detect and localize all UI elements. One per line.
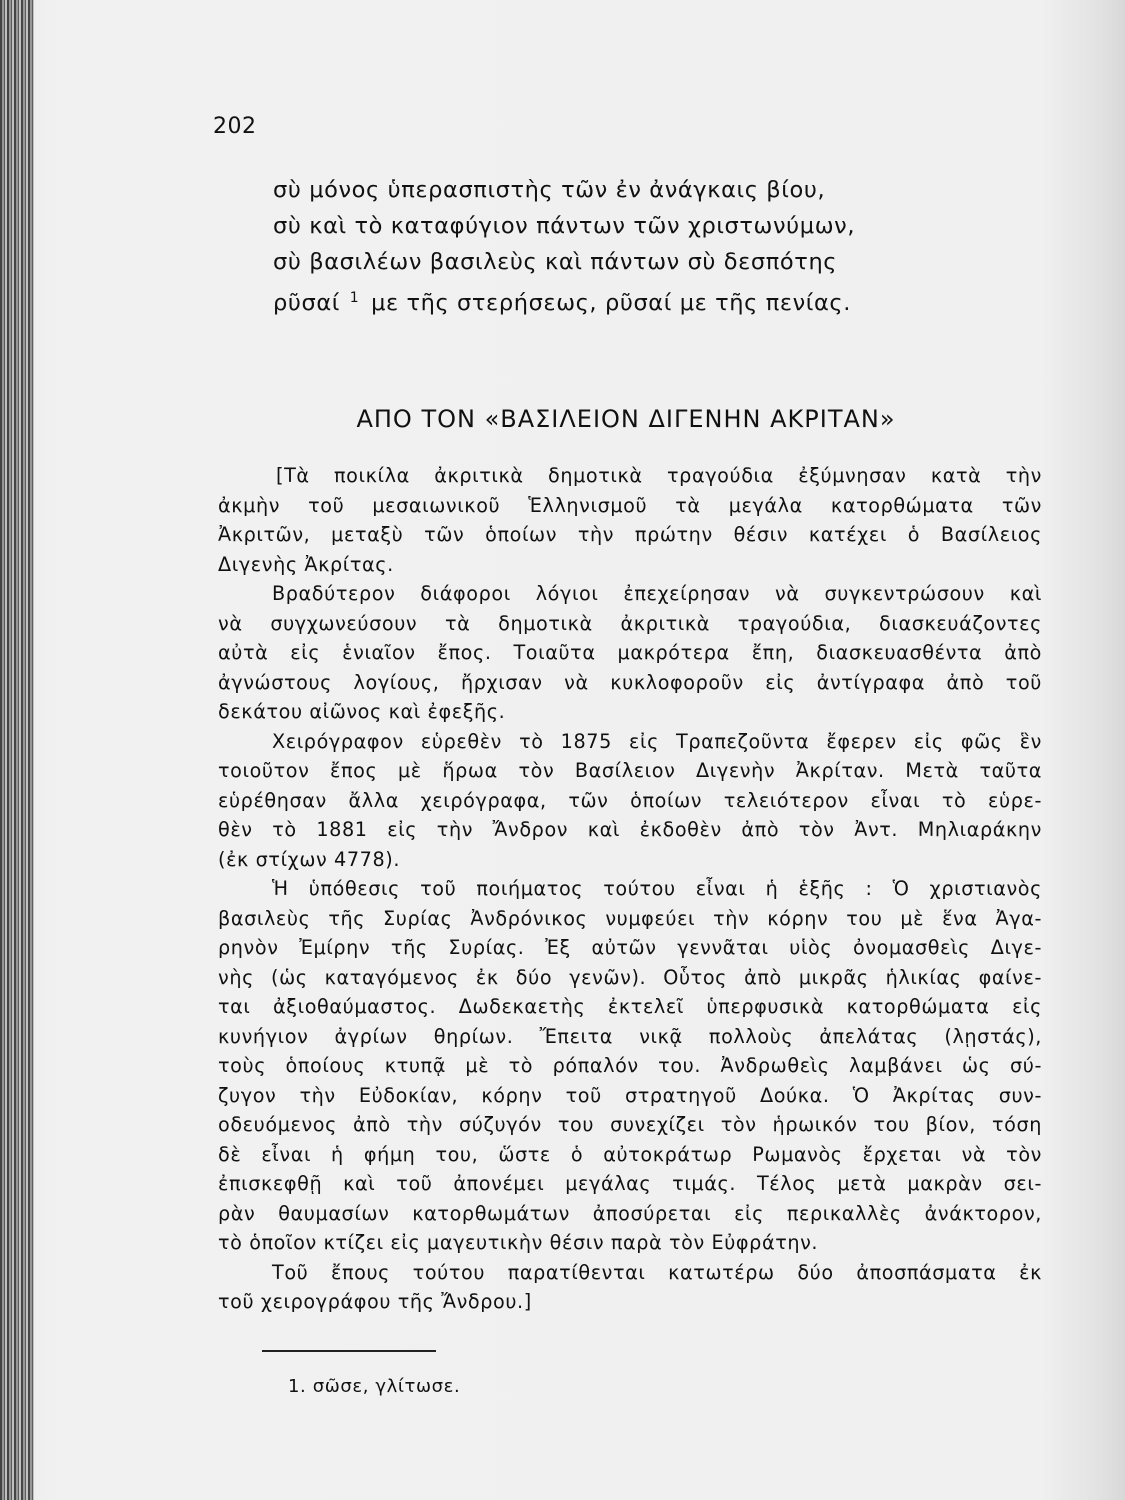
text-line: [Τὰ ποικίλα ἀκριτικὰ δημοτικὰ τραγούδια ἐξύμνησαν κατὰ τὴν (276, 464, 1042, 487)
text-line: ἀγνώστους λογίους, ἤρχισαν νὰ κυκλοφοροῦν εἰς ἀντίγραφα ἀπὸ τοῦ (218, 670, 1042, 694)
text-line: οδευόμενος ἀπὸ τὴν σύζυγόν του συνεχίζει τὸν ἡρωικόν του βίον, τόση (218, 1113, 1042, 1136)
text-line: βασιλεὺς τῆς Συρίας Ἀνδρόνικος νυμφεύει τὴν κόρην του μὲ ἕνα Ἀγα- (218, 906, 1042, 930)
poem-line-last (273, 280, 953, 321)
poem-line-start: ρῦσαί (273, 290, 341, 316)
text-line: κυνήγιον ἀγρίων θηρίων. Ἔπειτα νικᾷ πολλοὺς ἀπελάτας (λῃστάς), (218, 1024, 1042, 1048)
poem-line: σὺ μόνος ὑπερασπιστὴς τῶν ἐν ἀνάγκαις βίου, (273, 177, 826, 203)
intro-text (218, 461, 1042, 1317)
section-heading: ΑΠΟ ΤΟΝ «ΒΑΣΙΛΕΙΟΝ ΔΙΓΕΝΗΝ ΑΚΡΙΤΑΝ» (356, 405, 896, 433)
footnote-divider (262, 1350, 436, 1352)
text-line: Βραδύτερον διάφοροι λόγιοι ἐπεχείρησαν νὰ συγκεντρώσουν καὶ (272, 582, 1042, 605)
text-line: νὴς (ὡς καταγόμενος ἐκ δύο γενῶν). Οὗτος ἀπὸ μικρᾶς ἡλικίας φαίνε- (218, 965, 1042, 989)
text-line: νὰ συγχωνεύσουν τὰ δημοτικὰ ἀκριτικὰ τραγούδια, διασκευάζοντες (218, 611, 1042, 635)
text-line: Ἀκριτῶν, μεταξὺ τῶν ὁποίων τὴν πρώτην θέσιν κατέχει ὁ Βασίλειος (218, 523, 1042, 546)
text-line: ρὰν θαυμασίων κατορθωμάτων ἀποσύρεται εἰς περικαλλὲς ἀνάκτορον, (218, 1201, 1042, 1225)
text-line: ται ἀξιοθαύμαστος. Δωδεκαετὴς ἐκτελεῖ ὑπερφυσικὰ κατορθώματα εἰς (218, 995, 1042, 1018)
text-line: τοὺς ὁποίους κτυπᾷ μὲ τὸ ρόπαλόν του. Ἀνδρωθεὶς λαμβάνει ὡς σύ- (218, 1054, 1042, 1077)
text-line: δεκάτου αἰῶνος καὶ ἐφεξῆς. (218, 700, 506, 723)
text-line: αὐτὰ εἰς ἑνιαῖον ἔπος. Τοιαῦτα μακρότερα ἔπη, διασκευασθέντα ἀπὸ (218, 641, 1042, 664)
text-line: ἐπισκεφθῇ καὶ τοῦ ἀπονέμει μεγάλας τιμάς. Τέλος μετὰ μακρὰν σει- (218, 1172, 1042, 1195)
text-line: Τοῦ ἔπους τούτου παρατίθενται κατωτέρω δύο ἀποσπάσματα ἐκ (272, 1260, 1042, 1284)
text-line: ἀκμὴν τοῦ μεσαιωνικοῦ Ἑλληνισμοῦ τὰ μεγάλα κατορθώματα τῶν (218, 493, 1042, 517)
text-line: τὸ ὁποῖον κτίζει εἰς μαγευτικὴν θέσιν παρὰ τὸν Εὐφράτην. (218, 1231, 819, 1254)
footnote: 1. σῶσε, γλίτωσε. (288, 1376, 461, 1397)
text-line: Χειρόγραφον εὑρεθὲν τὸ 1875 εἰς Τραπεζοῦντα ἔφερεν εἰς φῶς ἓν (272, 729, 1042, 753)
text-line: ζυγον τὴν Εὐδοκίαν, κόρην τοῦ στρατηγοῦ Δούκα. Ὁ Ἀκρίτας συν- (218, 1083, 1042, 1107)
poem-line: σὺ καὶ τὸ καταφύγιον πάντων τῶν χριστωνύμων, (273, 213, 856, 239)
text-line: Ἡ ὑπόθεσις τοῦ ποιήματος τούτου εἶναι ἡ ἑξῆς : Ὁ χριστιανὸς (272, 877, 1042, 900)
text-line: (ἐκ στίχων 4778). (218, 847, 401, 871)
text-line: τοιοῦτον ἔπος μὲ ἥρωα τὸν Βασίλειον Διγενὴν Ἀκρίταν. Μετὰ ταῦτα (218, 759, 1042, 782)
text-line: ρηνὸν Ἐμίρην τῆς Συρίας. Ἐξ αὐτῶν γεννᾶται υἱὸς ὀνομασθεὶς Διγε- (218, 936, 1042, 959)
page-number: 202 (213, 114, 257, 139)
poem-stanza (273, 172, 953, 321)
text-line: τοῦ χειρογράφου τῆς Ἄνδρου.] (218, 1290, 532, 1313)
text-line: θὲν τὸ 1881 εἰς τὴν Ἄνδρον καὶ ἐκδοθὲν ἀπὸ τὸν Ἀντ. Μηλιαράκην (218, 818, 1042, 841)
text-line: Διγενὴς Ἀκρίτας. (218, 552, 394, 576)
text-line: εὑρέθησαν ἄλλα χειρόγραφα, τῶν ὁποίων τελειότερον εἶναι τὸ εὑρε- (218, 788, 1042, 812)
poem-line-end: με τῆς στερήσεως, ρῦσαί με τῆς πενίας. (371, 290, 851, 316)
poem-line: σὺ βασιλέων βασιλεὺς καὶ πάντων σὺ δεσπότης (273, 249, 838, 275)
book-binding-edge (0, 0, 34, 1500)
text-line: δὲ εἶναι ἡ φήμη του, ὥστε ὁ αὐτοκράτωρ Ρωμανὸς ἔρχεται νὰ τὸν (218, 1142, 1042, 1166)
footnote-mark: 1 (349, 290, 360, 306)
